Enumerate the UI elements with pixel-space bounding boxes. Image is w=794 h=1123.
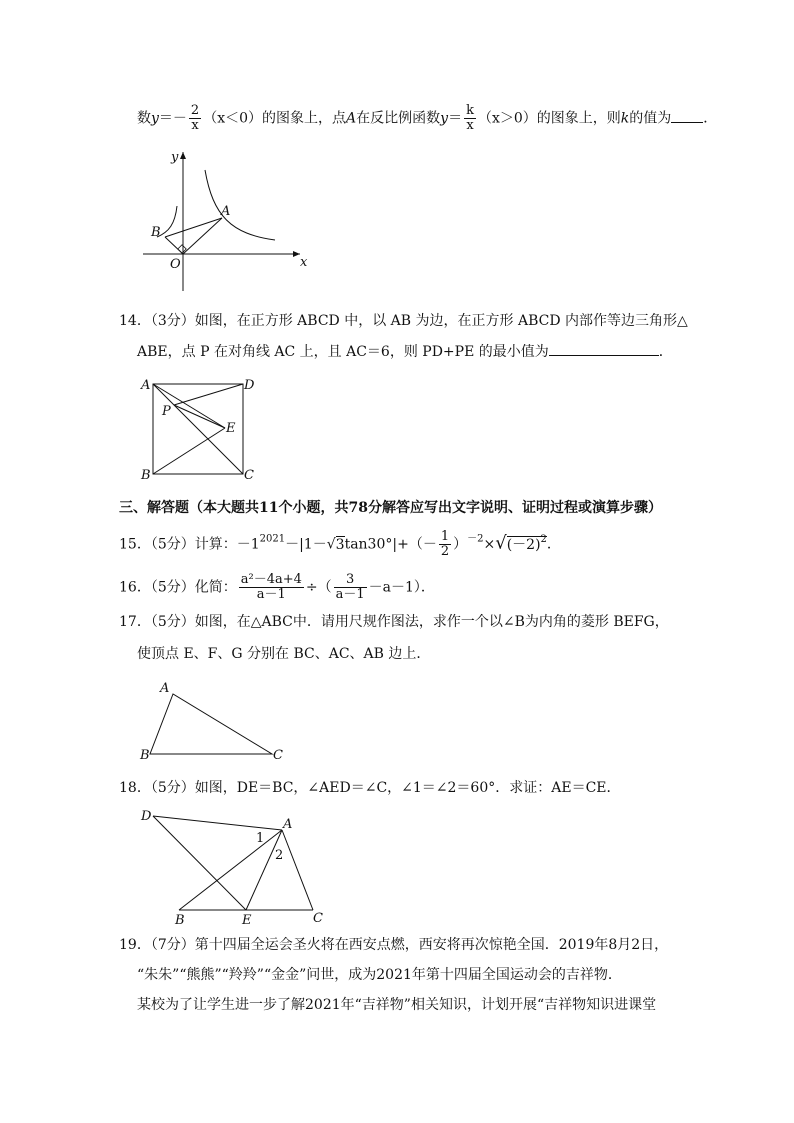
q16-text: －a－1）． [368,579,435,596]
q13-text: ＝ [448,110,463,127]
label-a: A [283,817,293,832]
q13-fraction-1 [189,104,201,133]
answer-blank[interactable] [671,108,703,123]
q19-line2: “朱朱”“熊熊”“羚羚”“金金”问世，成为2021年第十四届全国运动会的吉祥物． [137,967,622,983]
label-a: A [221,204,231,219]
segment-oa [183,218,222,254]
q14-text: ABE，点 P 在对角线 AC 上，且 AC＝6，则 PD+PE 的最小值为 [137,344,549,360]
fraction-denominator: x [191,118,199,133]
fraction-numerator: 3 [334,573,367,588]
segment-pe [174,405,225,428]
q15-text: －|1－ [285,536,327,553]
q15-exponent: 2 [540,533,547,545]
q13-text: ＝－ [158,110,187,127]
figure-18 [138,806,338,928]
q19-line3: 某校为了让学生进一步了解2021年“吉祥物”相关知识，计划开展“吉祥物知识进课堂 [137,997,657,1013]
segment-pd [174,384,243,405]
sqrt-symbol: √ [495,532,507,554]
label-y: y [171,150,179,165]
segment-be [153,428,225,474]
sqrt-radicand [506,533,547,553]
q15-exponent: 2021 [259,533,286,545]
q14-line1: 14．（3分）如图，在正方形 ABCD 中，以 AB 为边，在正方形 ABCD 内部作等边三角形△ [119,313,688,329]
radicand-text: (－2) [506,536,541,553]
fraction-numerator: a²－4a+4 [240,572,302,587]
q17-line1: 17．（5分）如图，在△ABC中．请用尺规作图法，求作一个以∠B为内角的菱形 BEFG， [119,614,669,630]
q14-text: ． [658,344,673,360]
q13-var-y: y [151,110,159,127]
fraction-denominator: 2 [440,544,450,559]
label-c: C [313,911,323,926]
label-e: E [242,913,252,928]
x-axis-arrow [293,251,300,257]
q13-text: ． [703,110,718,127]
fraction-denominator: a－1 [335,587,365,602]
q13-text: （x＞0）的图象上，则 [477,110,621,127]
q16-fraction-2 [334,573,367,602]
q15-fraction [439,530,451,559]
q16-fraction-1 [239,573,304,602]
label-b: B [175,913,185,928]
q15-text: × [483,536,496,553]
figure-17-triangle [138,680,298,763]
hyperbola-right-branch [205,170,275,240]
label-o: O [170,257,181,272]
q15-text: tan30°|+（－ [344,536,437,553]
q16-text: ÷（ [305,579,332,596]
fraction-numerator: k [466,103,474,118]
q15-text: 15．（5分）计算：－1 [119,536,260,553]
q13-text: （x＜0）的图象上，点 [203,110,347,127]
q15-exponent: －2 [467,533,484,545]
label-a: A [160,681,170,696]
q17-line2: 使顶点 E、F、G 分别在 BC、AC、AB 边上． [137,646,431,662]
figure-13-hyperbola [135,146,315,296]
angle-label-2: 2 [275,848,284,863]
sqrt-radicand: 3 [335,536,345,553]
label-c: C [273,748,283,763]
q16 [119,573,435,602]
q19-line1: 19．（7分）第十四届全运会圣火将在西安点燃，西安将再次惊艳全国．2019年8月2日， [119,937,669,953]
angle-label-1: 1 [256,831,265,846]
label-d: D [244,378,255,393]
q13-text: 在反比例函数 [356,110,441,127]
label-c: C [244,468,254,483]
sqrt-symbol: √ [326,536,336,553]
segment-ab [179,830,282,910]
label-a: A [141,378,151,393]
q15-text: ） [453,536,468,553]
label-e: E [226,421,236,436]
segment-ac [282,830,313,910]
q13-var-k: k [620,110,630,127]
answer-blank[interactable] [549,341,659,356]
label-x: x [300,255,308,270]
q16-text: 16．（5分）化简： [119,579,237,596]
q13-tail [137,104,717,133]
label-b: B [140,748,150,763]
label-d: D [141,809,152,824]
q14-line2 [137,341,673,362]
fraction-denominator: a－1 [256,587,286,602]
fraction-denominator: x [466,118,474,133]
q13-text: 数 [137,110,151,127]
section-heading: 三、解答题（本大题共11个小题，共78分解答应写出文字说明、证明过程或演算步骤） [119,500,662,516]
q13-var-y: y [440,110,449,127]
fraction-numerator: 1 [440,529,450,544]
q13-fraction-2 [464,104,476,133]
fraction-numerator: 2 [190,103,200,118]
q13-text: 的值为 [629,110,672,127]
q18-line1: 18．（5分）如图，DE＝BC，∠AED＝∠C，∠1＝∠2＝60°．求证：AE＝CE． [119,780,621,796]
segment-da [153,816,282,830]
label-b: B [151,225,161,240]
label-b: B [141,468,151,483]
q13-var-a: A [346,110,357,127]
y-axis-arrow [180,152,186,159]
q15-text: ． [546,536,561,553]
q15 [119,530,561,559]
figure-14-square [138,375,268,483]
label-p: P [162,404,171,419]
triangle-abc [150,694,272,754]
segment-de [153,816,246,910]
